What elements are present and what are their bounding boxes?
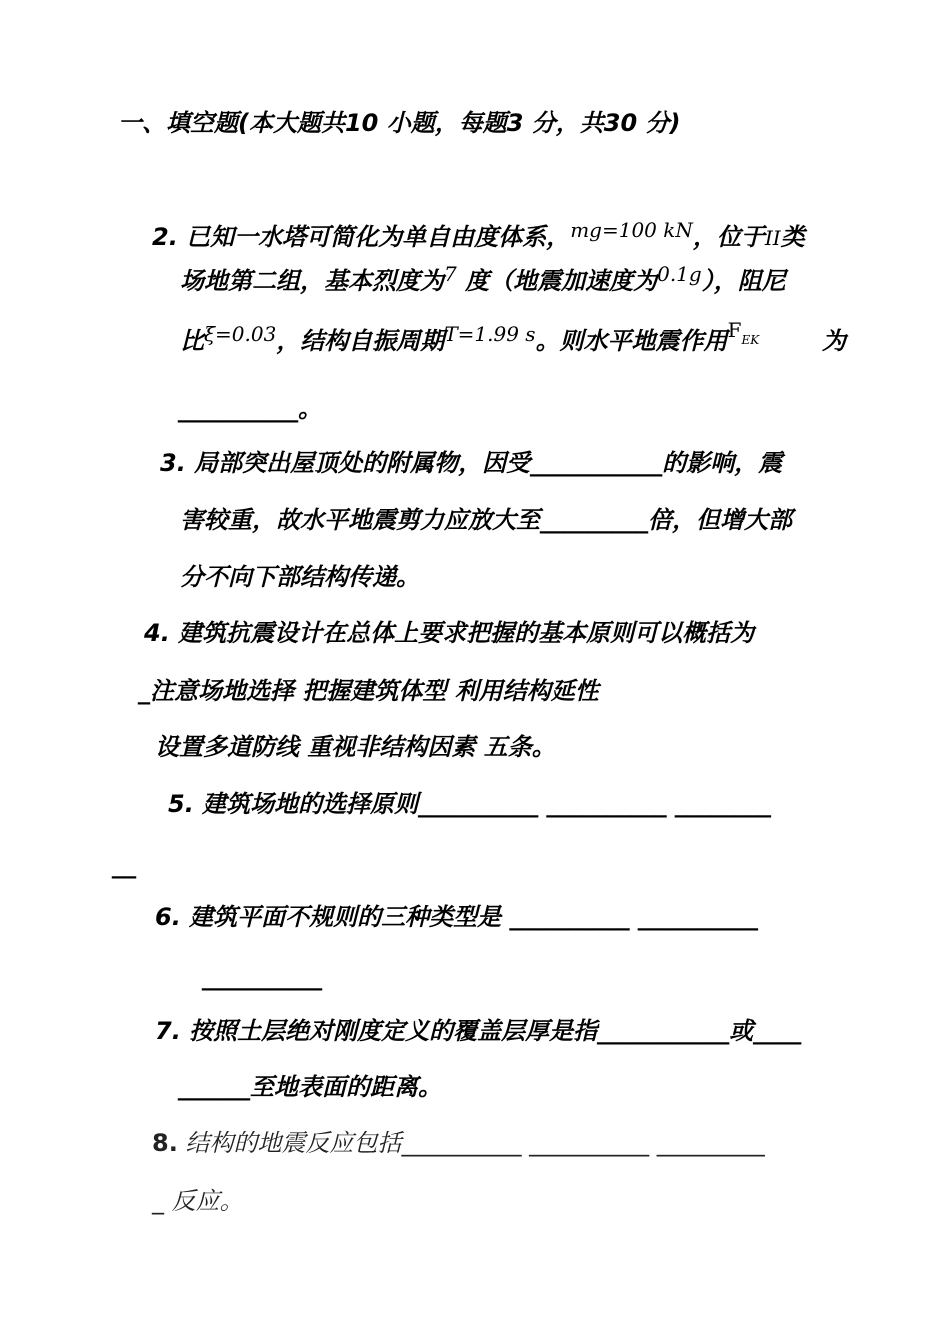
q2-force-symbol [727,318,760,347]
q8-number: 8. [152,1129,178,1157]
q2-text: ，位于 [692,223,765,251]
q4-line-2: _注意场地选择 把握建筑体型 利用结构延性 [138,677,599,705]
q2-text: . 已知一水塔可简化为单自由度体系， [168,223,571,251]
q2-force-letter: F [727,318,742,342]
q3-line-3: 分不向下部结构传递。 [180,563,420,591]
q4-line-3: 设置多道防线 重视非结构因素 五条。 [155,733,556,761]
q2-text: 类 [780,223,805,251]
q7-line-2: ______至地表面的距离。 [178,1073,442,1101]
q2-line-4: __________。 [178,395,322,423]
q2-for-label: 为 [822,327,846,355]
q8-text: 结构的地震反应包括__________ __________ _________ [177,1129,765,1157]
q4-line-1: 4. 建筑抗震设计在总体上要求把握的基本原则可以概括为 [144,619,755,647]
q5-line-2: __ [112,851,136,879]
q2-text: ），阻尼 [701,267,786,295]
q5-line-1: 5. 建筑场地的选择原则__________ __________ ________ [168,790,771,818]
q3-line-2: 害较重，故水平地震剪力应放大至_________倍，但增大部 [180,506,792,534]
q2-mass-formula: mg=100 kN [570,218,693,242]
q2-text: ，结构自振周期 [276,327,445,355]
q2-damping-ratio: ξ=0.03 [204,322,277,346]
q2-intensity: 7 [444,262,457,286]
q2-text: 场地第二组，基本烈度为 [180,267,444,295]
q2-text: 比 [180,327,204,355]
q8-line-2: _ 反应。 [152,1187,244,1215]
q2-line-2 [180,262,786,297]
q6-line-1: 6. 建筑平面不规则的三种类型是 __________ __________ [155,903,758,931]
q8-line-1 [152,1128,765,1158]
q2-line-1 [152,218,805,253]
q2-period: T=1.99 s [444,322,536,346]
q2-number: 2 [152,223,169,251]
section-title: 一、填空题(本大题共10 小题，每题3 分，共30 分) [118,109,681,137]
q3-line-1: 3. 局部突出屋顶处的附属物，因受___________的影响，震 [160,449,783,477]
q2-text: 。则水平地震作用 [535,327,728,355]
q2-site-class: II [764,226,781,250]
q6-line-2: __________ [202,963,322,991]
q7-line-1: 7. 按照土层绝对刚度定义的覆盖层厚是指___________或____ [155,1017,802,1045]
q2-acceleration: 0.1g [657,262,702,286]
q2-force-subscript: EK [741,333,760,347]
q2-text: 度（地震加速度为 [456,267,658,295]
q2-line-3 [180,318,760,365]
